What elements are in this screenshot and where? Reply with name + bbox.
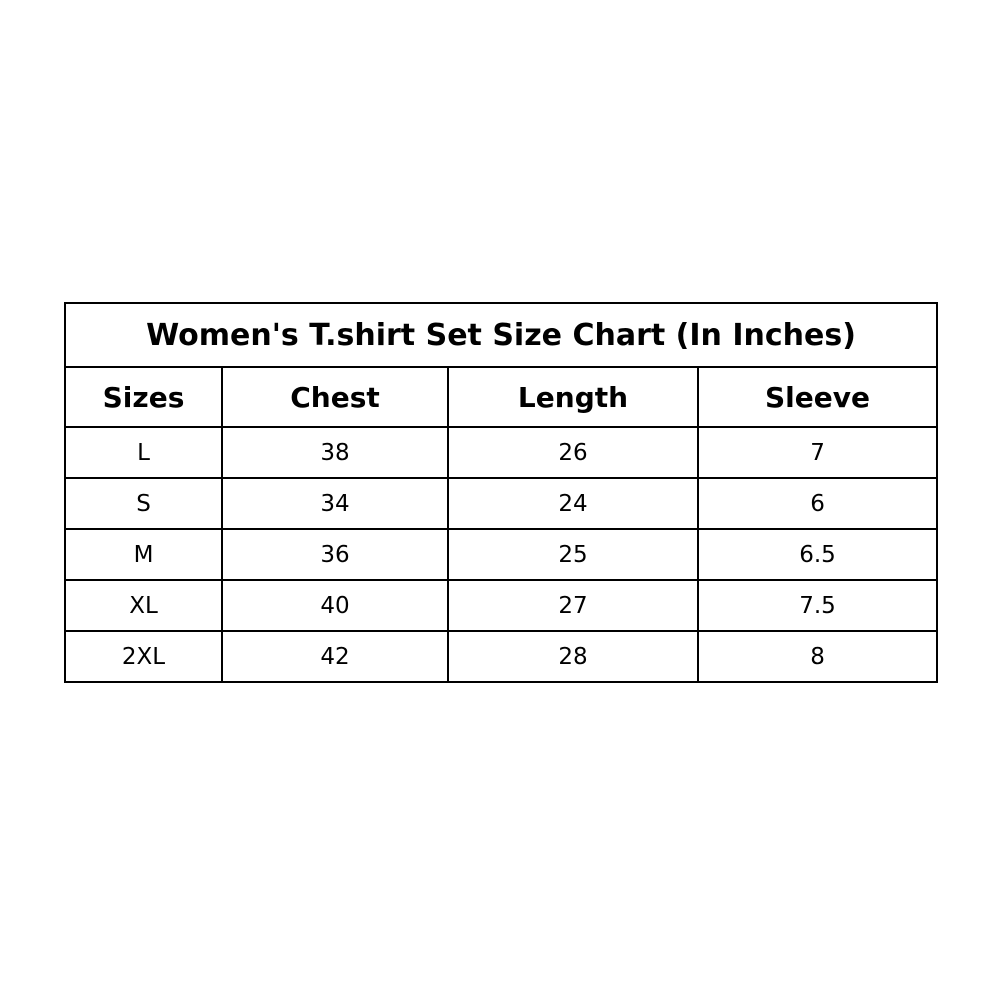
table-title-row bbox=[65, 303, 937, 367]
table-row bbox=[65, 529, 937, 580]
cell-length: 28 bbox=[448, 631, 698, 682]
cell-length: 27 bbox=[448, 580, 698, 631]
column-header-chest: Chest bbox=[222, 367, 448, 427]
table-row bbox=[65, 580, 937, 631]
cell-chest: 38 bbox=[222, 427, 448, 478]
table-header-row bbox=[65, 367, 937, 427]
cell-length: 25 bbox=[448, 529, 698, 580]
table-row bbox=[65, 427, 937, 478]
cell-length: 24 bbox=[448, 478, 698, 529]
size-chart-container bbox=[64, 302, 936, 683]
table-row bbox=[65, 478, 937, 529]
cell-chest: 42 bbox=[222, 631, 448, 682]
cell-chest: 40 bbox=[222, 580, 448, 631]
chart-title: Women's T.shirt Set Size Chart (In Inches) bbox=[65, 303, 937, 367]
cell-sleeve: 7.5 bbox=[698, 580, 937, 631]
size-chart-table bbox=[64, 302, 938, 683]
column-header-length: Length bbox=[448, 367, 698, 427]
cell-size: XL bbox=[65, 580, 222, 631]
table-row bbox=[65, 631, 937, 682]
cell-sleeve: 7 bbox=[698, 427, 937, 478]
cell-size: M bbox=[65, 529, 222, 580]
cell-chest: 36 bbox=[222, 529, 448, 580]
cell-length: 26 bbox=[448, 427, 698, 478]
cell-sleeve: 6.5 bbox=[698, 529, 937, 580]
cell-size: S bbox=[65, 478, 222, 529]
column-header-sizes: Sizes bbox=[65, 367, 222, 427]
cell-size: 2XL bbox=[65, 631, 222, 682]
cell-size: L bbox=[65, 427, 222, 478]
cell-chest: 34 bbox=[222, 478, 448, 529]
column-header-sleeve: Sleeve bbox=[698, 367, 937, 427]
cell-sleeve: 6 bbox=[698, 478, 937, 529]
cell-sleeve: 8 bbox=[698, 631, 937, 682]
